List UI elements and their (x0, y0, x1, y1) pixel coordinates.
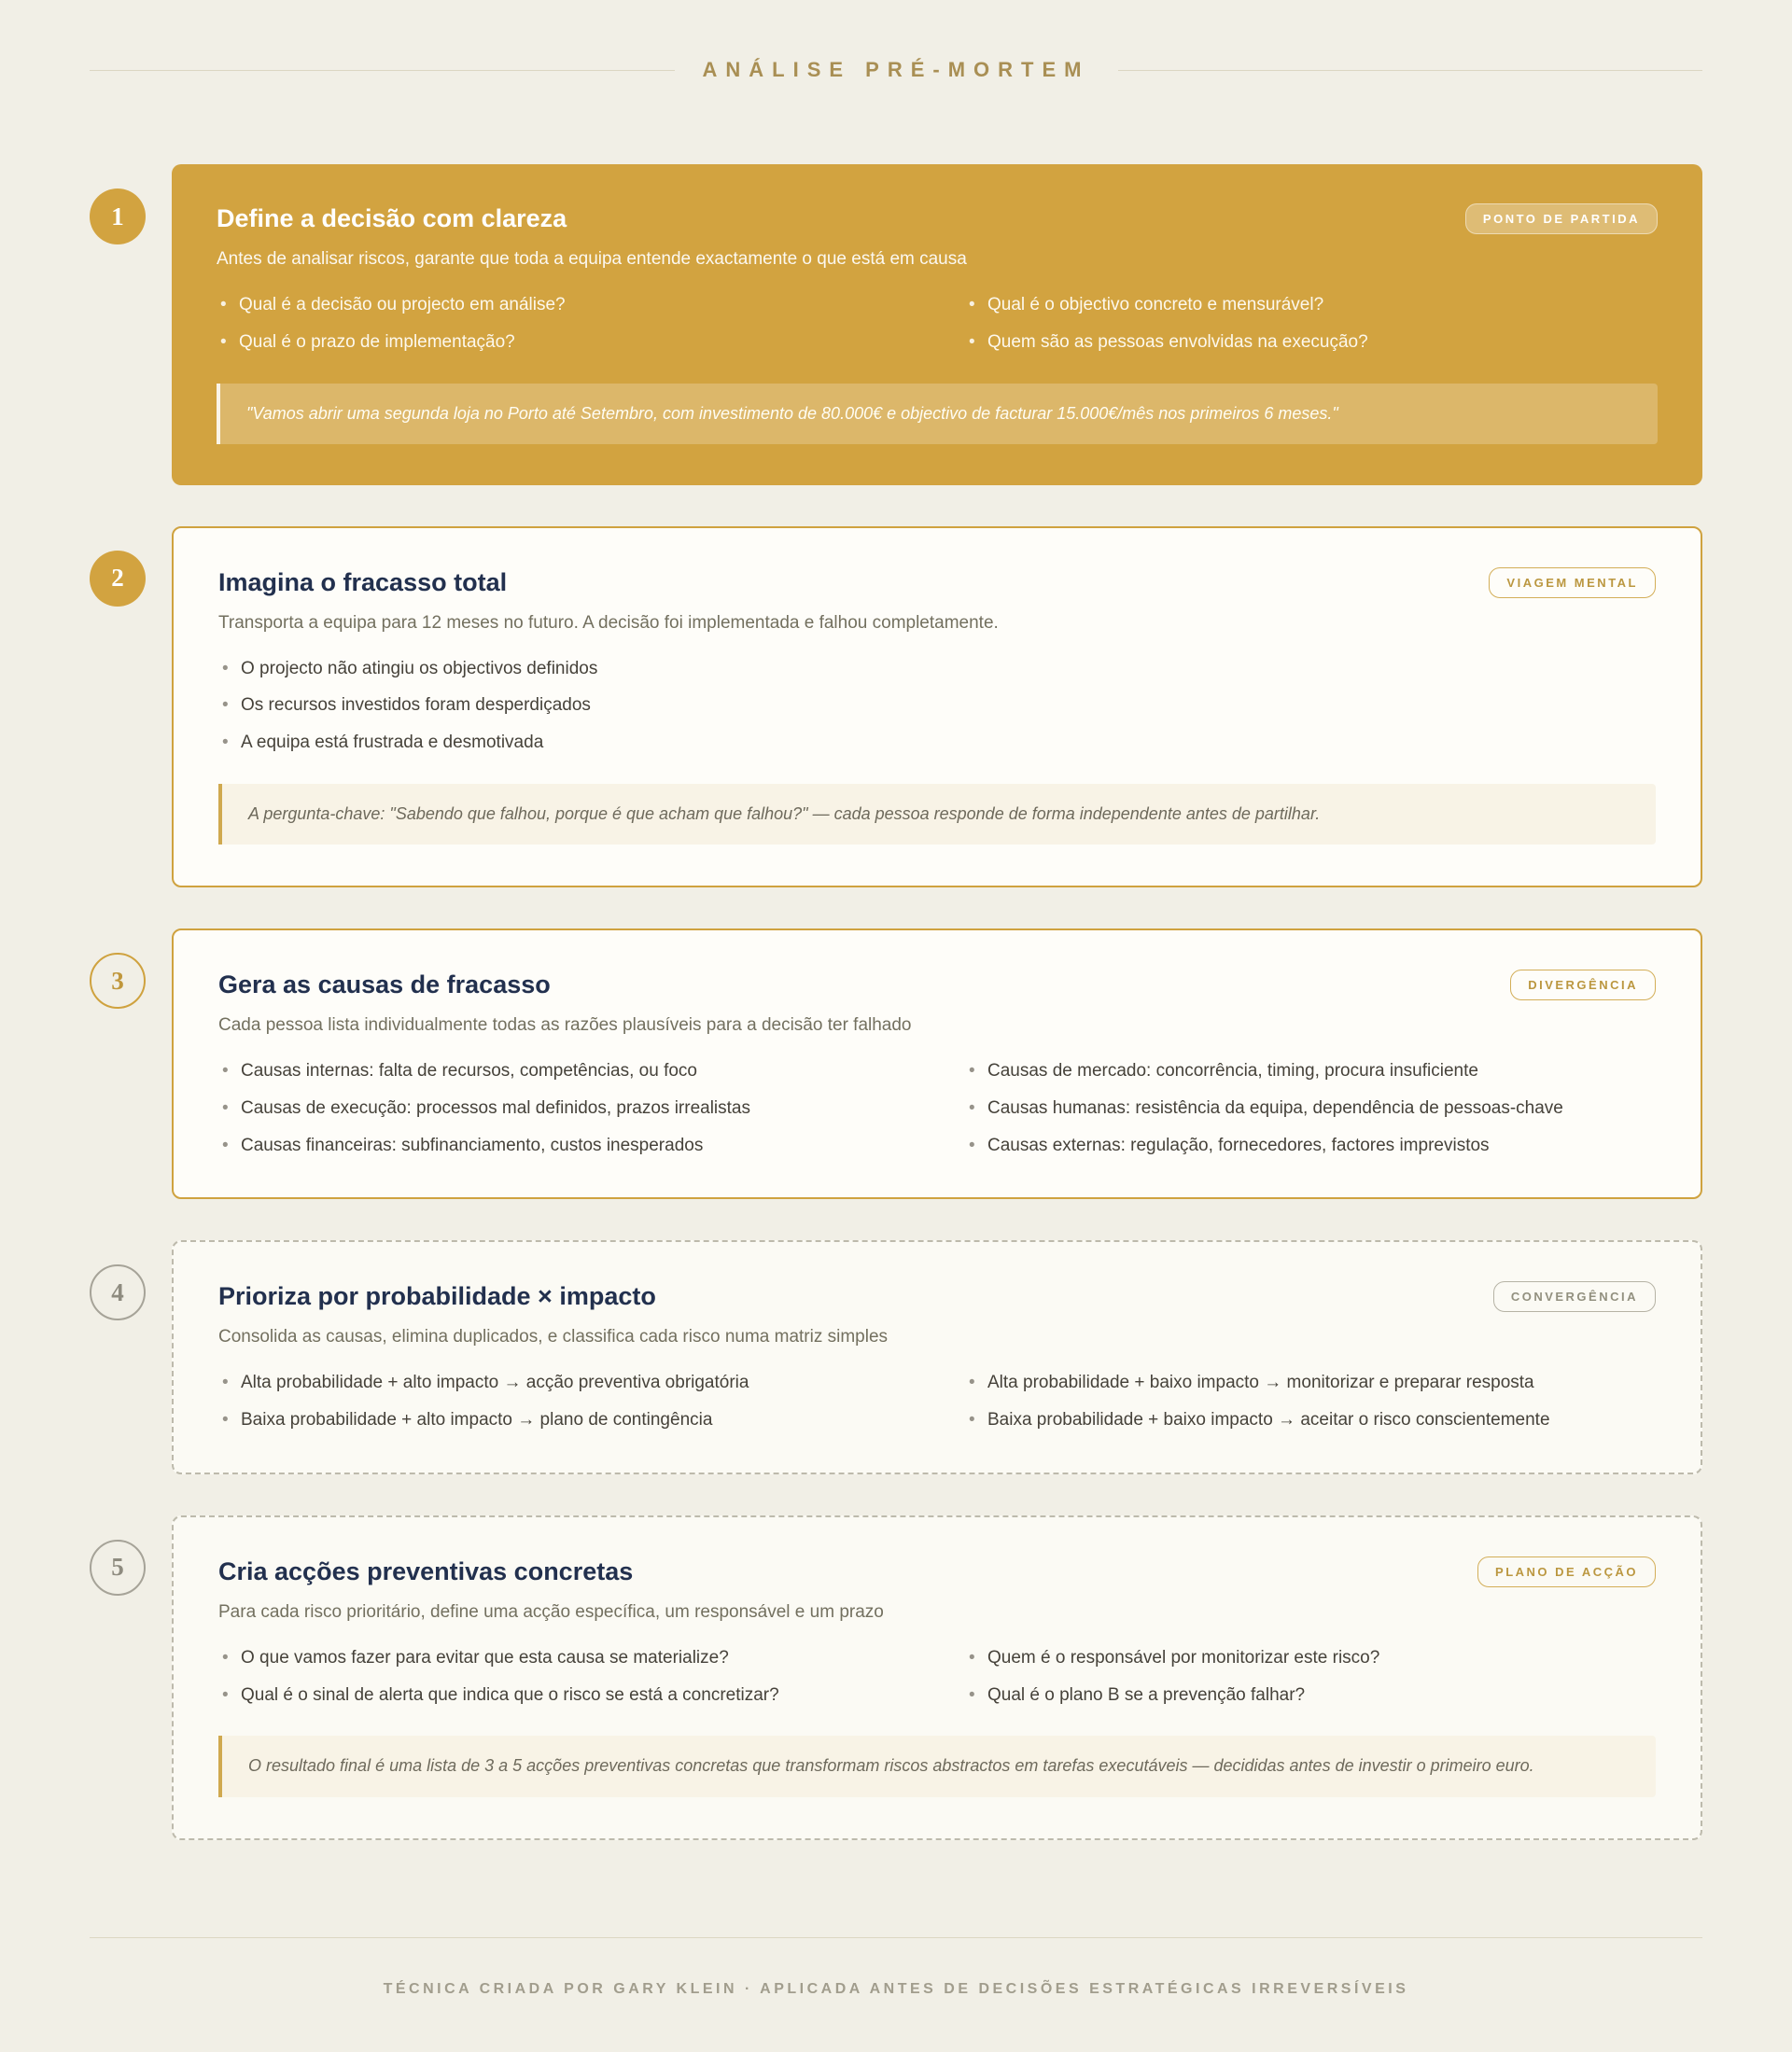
footer-rule (90, 1937, 1702, 1938)
step-2-bullets (218, 658, 1656, 754)
step-3-subtitle: Cada pessoa lista individualmente todas as razões plausíveis para a decisão ter falhado (218, 1015, 912, 1036)
step-5-bullets (218, 1647, 1656, 1707)
step-5-subtitle: Para cada risco prioritário, define uma acção específica, um responsável e um prazo (218, 1601, 884, 1622)
bullet-item: • Causas de mercado: concorrência, timing, procura insuficiente (965, 1060, 1656, 1082)
step-2-title: Imagina o fracasso total (218, 567, 508, 596)
bullet-item: • Causas externas: regulação, fornecedores, factores imprevistos (965, 1135, 1656, 1157)
step-4-subtitle: Consolida as causas, elimina duplicados, e classifica cada risco numa matriz simples (218, 1327, 889, 1347)
step-4 (90, 1240, 1702, 1474)
step-3-card-header (218, 970, 1656, 1000)
page-title: ANÁLISE PRÉ-MORTEM (702, 58, 1090, 81)
step-3 (90, 928, 1702, 1199)
step-3-phase-badge: DIVERGÊNCIA (1510, 970, 1656, 1000)
bullet-item: • Causas de execução: processos mal definidos, prazos irrealistas (218, 1097, 909, 1120)
step-3-card (172, 928, 1702, 1199)
bullet-item: • Alta probabilidade + alto impacto → acção preventiva obrigatória (218, 1372, 909, 1394)
step-2-number-badge: 2 (90, 551, 146, 607)
step-2-card-header (218, 567, 1656, 598)
step-5-quote: O resultado final é uma lista de 3 a 5 acções preventivas concretas que transformam riscos abstractos em tarefas executáveis — decididas antes de investir o primeiro euro. (218, 1736, 1656, 1796)
bullet-item: • Qual é o prazo de implementação? (217, 331, 909, 354)
step-1-card-header (217, 203, 1658, 234)
step-5-card (172, 1515, 1702, 1840)
header-rule-left (90, 70, 675, 71)
bullet-item: • O que vamos fazer para evitar que esta causa se materialize? (218, 1647, 909, 1669)
steps-list (90, 164, 1702, 1840)
step-2-subtitle: Transporta a equipa para 12 meses no futuro. A decisão foi implementada e falhou completamente. (218, 612, 999, 633)
bullet-item: • Baixa probabilidade + baixo impacto → aceitar o risco conscientemente (965, 1409, 1656, 1431)
step-5-number-badge: 5 (90, 1540, 146, 1596)
step-2-card (172, 526, 1702, 887)
bullet-item: • Causas financeiras: subfinanciamento, custos inesperados (218, 1135, 909, 1157)
step-1-card (172, 164, 1702, 485)
bullet-item: • Qual é o sinal de alerta que indica que o risco se está a concretizar? (218, 1684, 909, 1707)
step-4-bullets (218, 1372, 1656, 1431)
bullet-item: • Quem é o responsável por monitorizar este risco? (965, 1647, 1656, 1669)
step-4-phase-badge: CONVERGÊNCIA (1493, 1281, 1656, 1312)
bullet-item: • Baixa probabilidade + alto impacto → plano de contingência (218, 1409, 909, 1431)
bullet-item: • Os recursos investidos foram desperdiçados (218, 694, 1656, 717)
step-1 (90, 164, 1702, 485)
step-1-title: Define a decisão com clareza (217, 204, 567, 232)
bullet-item: • Qual é o objectivo concreto e mensurável? (965, 294, 1658, 316)
step-5-card-header (218, 1556, 1656, 1587)
header-rule-right (1118, 70, 1703, 71)
bullet-item: • Causas internas: falta de recursos, competências, ou foco (218, 1060, 909, 1082)
step-3-title: Gera as causas de fracasso (218, 970, 551, 999)
step-1-quote: "Vamos abrir uma segunda loja no Porto até Setembro, com investimento de 80.000€ e objectivo de facturar 15.000€/mês nos primeiros 6 meses." (217, 384, 1658, 444)
step-2-quote: A pergunta-chave: "Sabendo que falhou, porque é que acham que falhou?" — cada pessoa responde de forma independente antes de partilhar. (218, 784, 1656, 845)
footer-credit: TÉCNICA CRIADA POR GARY KLEIN · APLICADA ANTES DE DECISÕES ESTRATÉGICAS IRREVERSÍVEIS (383, 1980, 1409, 1997)
bullet-item: • Qual é o plano B se a prevenção falhar? (965, 1684, 1656, 1707)
step-5 (90, 1515, 1702, 1840)
step-4-title: Prioriza por probabilidade × impacto (218, 1282, 656, 1311)
bullet-item: • Causas humanas: resistência da equipa, dependência de pessoas-chave (965, 1097, 1656, 1120)
step-3-bullets (218, 1060, 1656, 1156)
step-2-phase-badge: VIAGEM MENTAL (1489, 567, 1656, 598)
step-5-title: Cria acções preventivas concretas (218, 1556, 634, 1585)
bullet-item: • A equipa está frustrada e desmotivada (218, 732, 1656, 754)
bullet-item: • Alta probabilidade + baixo impacto → monitorizar e preparar resposta (965, 1372, 1656, 1394)
step-4-card-header (218, 1281, 1656, 1312)
step-1-phase-badge: PONTO DE PARTIDA (1465, 203, 1658, 234)
step-1-subtitle: Antes de analisar riscos, garante que toda a equipa entende exactamente o que está em causa (217, 249, 967, 269)
step-3-number-badge: 3 (90, 953, 146, 1009)
step-1-number-badge: 1 (90, 188, 146, 244)
step-5-phase-badge: PLANO DE ACÇÃO (1477, 1556, 1656, 1587)
step-1-bullets (217, 294, 1658, 354)
page-header (90, 58, 1702, 82)
bullet-item: • O projecto não atingiu os objectivos definidos (218, 658, 1656, 680)
bullet-item: • Quem são as pessoas envolvidas na execução? (965, 331, 1658, 354)
step-4-card (172, 1240, 1702, 1474)
bullet-item: • Qual é a decisão ou projecto em análise? (217, 294, 909, 316)
step-4-number-badge: 4 (90, 1264, 146, 1320)
page-footer (90, 1937, 1702, 2052)
step-2 (90, 526, 1702, 887)
